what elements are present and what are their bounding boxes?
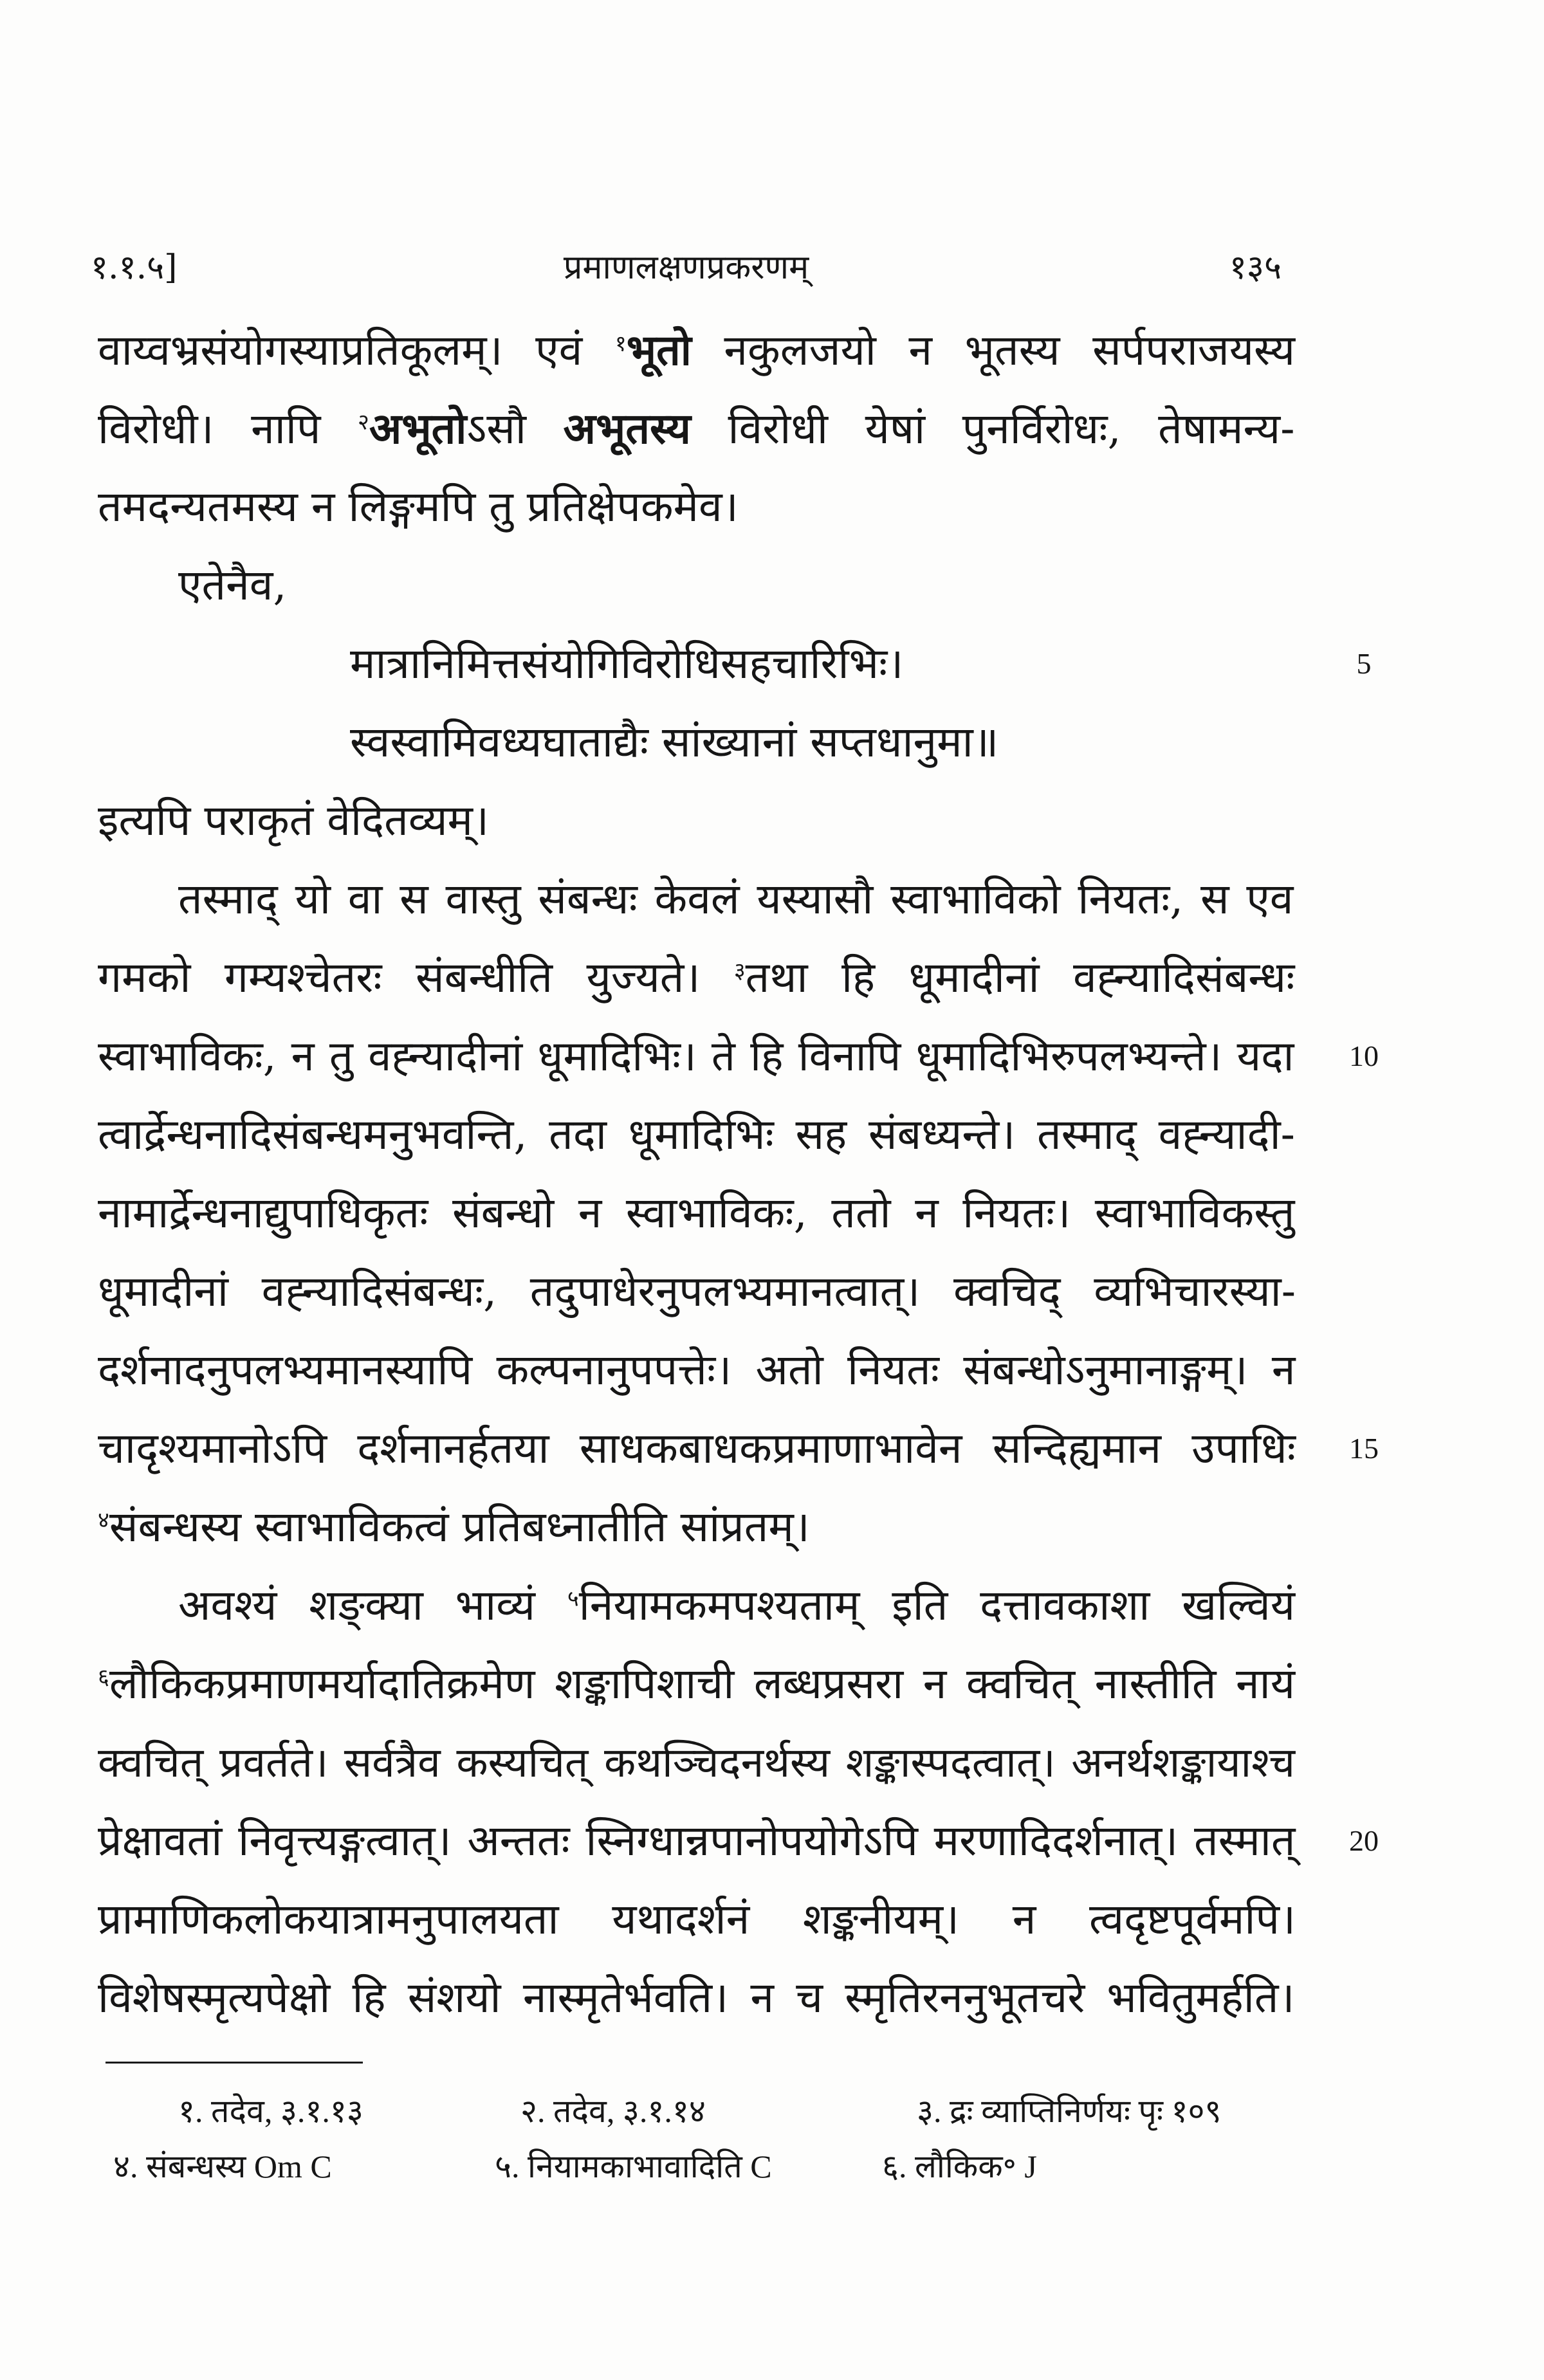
- footnote-ref-mark: ३: [733, 958, 746, 984]
- paragraph-start-line: [98, 1566, 1297, 1645]
- page-number: १३५: [1229, 248, 1282, 287]
- footnote-text: लौकिक॰ J: [915, 2148, 1037, 2184]
- text-line: [98, 311, 1297, 389]
- paragraph-end-line: [98, 782, 1297, 860]
- text-line: [98, 1723, 1297, 1802]
- line-content: [98, 1095, 1295, 1174]
- line-content: [350, 703, 998, 782]
- line-content: [98, 1724, 1295, 1802]
- footnote-number: ५.: [495, 2148, 520, 2184]
- line-content: [178, 860, 1294, 938]
- line-text: प्रामाणिकलोकयात्रामनुपालयता यथादर्शनं शङ्कनीयम्। न त्वदृष्टपूर्वमपि।: [98, 1894, 1296, 1944]
- line-text: विरोधी। नापि: [98, 404, 358, 453]
- line-content: [178, 546, 286, 625]
- line-content: [98, 1488, 810, 1566]
- verse-text: स्वस्वामिवध्यघाताद्यैः सांख्यानां सप्तधानुमा॥: [350, 717, 999, 767]
- line-text: तमदन्यतमस्य न लिङ्गमपि तु प्रतिक्षेपकमेव।: [98, 482, 739, 531]
- text-line: [98, 1252, 1297, 1331]
- footnote-ref-mark: ६: [98, 1664, 109, 1690]
- line-text: धूमादीनां वह्न्यादिसंबन्धः, तदुपाधेरनुपलभ्यमानत्वात्। क्वचिद् व्यभिचारस्या-: [98, 1267, 1296, 1316]
- footnote-number: ४.: [113, 2148, 138, 2184]
- footnote-item: [917, 2084, 1222, 2138]
- line-content: [98, 1252, 1296, 1331]
- text-line: [98, 1645, 1297, 1723]
- line-text: ऽसौ: [466, 404, 564, 453]
- line-text: तथा हि धूमादीनां वह्न्यादिसंबन्धः: [745, 953, 1295, 1002]
- paragraph-end-line: [98, 1488, 1297, 1566]
- line-content: [98, 1409, 1296, 1488]
- footnote-ref-mark: ५: [567, 1586, 579, 1612]
- text-line: [98, 1802, 1297, 1880]
- line-content: [178, 1566, 1295, 1645]
- text-line: [98, 1174, 1297, 1252]
- line-text: लौकिकप्रमाणमर्यादातिक्रमेण शङ्कापिशाची लब्धप्रसरा न क्वचित् नास्तीति नायं: [109, 1659, 1295, 1708]
- footnote-number: ३.: [917, 2093, 942, 2129]
- page-header: [91, 239, 1282, 296]
- line-content: [98, 468, 739, 546]
- footnote-ref-mark: २: [358, 409, 369, 435]
- footnote-number: २.: [520, 2093, 546, 2129]
- footnote-text: द्रः व्याप्तिनिर्णयः पृः १०९: [950, 2093, 1222, 2129]
- line-content: [98, 1018, 1294, 1096]
- text-line: [98, 1880, 1297, 1959]
- line-text: तस्माद् यो वा स वास्तु संबन्धः केवलं यस्यासौ स्वाभाविको नियतः, स एव: [178, 874, 1294, 924]
- paragraph-start-line: [98, 546, 1297, 625]
- verse-text: मात्रानिमित्तसंयोगिविरोधिसहचारिभिः।: [350, 639, 904, 688]
- line-content: [98, 1331, 1296, 1409]
- footnote-item: [178, 2084, 363, 2138]
- line-text: अवश्यं शङ्क्या भाव्यं: [178, 1580, 567, 1630]
- text-block: [98, 311, 1297, 2037]
- footnote-item: [520, 2084, 706, 2138]
- footnote-number: १.: [178, 2093, 203, 2129]
- line-content: [98, 1174, 1295, 1252]
- line-content: [98, 1880, 1296, 1959]
- line-text: इत्यपि पराकृतं वेदितव्यम्।: [98, 796, 490, 845]
- line-content: [98, 782, 489, 860]
- line-number: 15: [1349, 1432, 1379, 1465]
- line-content: [350, 625, 903, 703]
- footnote-text: संबन्धस्य Om C: [146, 2148, 332, 2184]
- line-text: गमको गम्यश्चेतरः संबन्धीति युज्यते।: [98, 953, 734, 1002]
- text-line: [98, 938, 1297, 1017]
- line-text: क्वचित् प्रवर्तते। सर्वत्रैव कस्यचित् कथञ्चिदनर्थस्य शङ्कास्पदत्वात्। अनर्थशङ्कायाश्च: [98, 1739, 1295, 1787]
- footnote-number: ६.: [882, 2148, 907, 2184]
- text-line: [98, 1409, 1297, 1488]
- line-number: 5: [1356, 647, 1372, 680]
- line-content: [98, 311, 1295, 390]
- text-line: [98, 389, 1297, 468]
- line-text: नियामकमपश्यताम् इति दत्तावकाशा खल्वियं: [578, 1580, 1295, 1630]
- footnote-item: [882, 2139, 1037, 2193]
- text-line: [98, 1017, 1297, 1095]
- emphasized-word: अभूतो: [369, 403, 467, 453]
- line-number: 10: [1349, 1039, 1379, 1072]
- line-text: नामार्द्रेन्धनाद्युपाधिकृतः संबन्धो न स्वाभाविकः, ततो न नियतः। स्वाभाविकस्तु: [98, 1188, 1295, 1238]
- footnote-text: तदेव, ३.१.१३: [211, 2093, 363, 2129]
- running-title: प्रमाणलक्षणप्रकरणम्: [563, 248, 809, 287]
- line-content: [98, 1959, 1295, 2037]
- line-number: 20: [1349, 1824, 1379, 1857]
- paragraph-start-line: [98, 860, 1297, 938]
- text-line: [98, 1959, 1297, 2037]
- emphasized-word: अभूतस्य: [563, 403, 691, 453]
- footnote-rule: [106, 2062, 363, 2064]
- line-text: वाय्वभ्रसंयोगस्याप्रतिकूलम्। एवं: [98, 325, 615, 375]
- line-content: [98, 389, 1295, 468]
- verse-line: [98, 625, 1297, 703]
- line-text: एतेनैव,: [178, 560, 287, 610]
- footnote-ref-mark: ४: [98, 1507, 109, 1533]
- footnote-item: [113, 2139, 332, 2193]
- line-text: संबन्धस्य स्वाभाविकत्वं प्रतिबध्नातीति सांप्रतम्।: [109, 1502, 810, 1552]
- line-text: प्रेक्षावतां निवृत्त्यङ्गत्वात्। अन्ततः स्निग्धान्नपानोपयोगेऽपि मरणादिदर्शनात्। तस्मात्: [98, 1816, 1296, 1865]
- text-line: [98, 1331, 1297, 1409]
- emphasized-word: भूतो: [626, 325, 692, 375]
- line-text: त्वार्द्रेन्धनादिसंबन्धमनुभवन्ति, तदा धूमादिभिः सह संबध्यन्ते। तस्माद् वह्न्यादी-: [98, 1110, 1295, 1159]
- footnote-item: [495, 2139, 772, 2193]
- line-text: विशेषस्मृत्यपेक्षो हि संशयो नास्मृतेर्भवति। न च स्मृतिरननुभूतचरे भवितुमर्हति।: [98, 1973, 1295, 2022]
- paragraph-end-line: [98, 468, 1297, 546]
- line-text: चादृश्यमानोऽपि दर्शनानर्हतया साधकबाधकप्रमाणाभावेन सन्दिह्यमान उपाधिः: [98, 1423, 1296, 1473]
- line-content: [98, 938, 1294, 1017]
- footnote-ref-mark: १: [614, 331, 627, 357]
- footnote-text: नियामकाभावादिति C: [528, 2148, 772, 2184]
- line-content: [98, 1645, 1295, 1723]
- line-text: दर्शनादनुपलभ्यमानस्यापि कल्पनानुपपत्तेः। अतो नियतः संबन्धोऽनुमानाङ्गम्। न: [98, 1345, 1296, 1395]
- line-text: विरोधी येषां पुनर्विरोधः, तेषामन्य-: [690, 404, 1295, 453]
- footnote-text: तदेव, ३.१.१४: [553, 2093, 706, 2129]
- line-content: [98, 1802, 1296, 1880]
- section-reference: १.१.५]: [91, 248, 178, 287]
- verse-line: [98, 703, 1297, 782]
- text-line: [98, 1095, 1297, 1174]
- line-text: स्वाभाविकः, न तु वह्न्यादीनां धूमादिभिः। ते हि विनापि धूमादिभिरुपलभ्यन्ते। यदा: [98, 1032, 1294, 1081]
- line-text: नकुलजयो न भूतस्य सर्पपराजयस्य: [691, 325, 1295, 375]
